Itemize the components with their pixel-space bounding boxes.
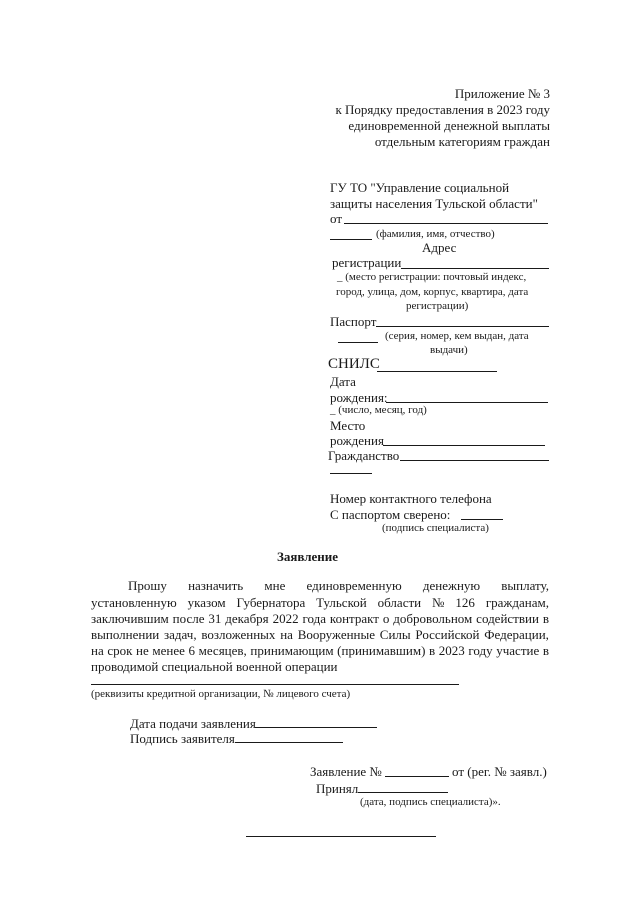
fio-prefix-line <box>330 239 372 240</box>
fio-input-line[interactable] <box>344 223 548 224</box>
citizenship-extra-line[interactable] <box>330 473 372 474</box>
passport-hint-1: (серия, номер, кем выдан, дата <box>385 330 529 342</box>
birth-date-label-1: Дата <box>330 374 356 389</box>
birth-date-hint: _ (число, месяц, год) <box>330 404 427 416</box>
passport-prefix-line <box>338 342 378 343</box>
from-label: от <box>330 211 343 226</box>
birth-place-label-2: рождения <box>330 433 384 448</box>
birth-date-input-line[interactable] <box>386 402 548 403</box>
birth-place-label-1: Место <box>330 418 366 433</box>
citizenship-input-line[interactable] <box>400 460 549 461</box>
appendix-line-1: Приложение № 3 <box>454 86 550 101</box>
snils-input-line[interactable] <box>377 371 497 372</box>
passport-checked-label: С паспортом сверено: <box>330 507 451 522</box>
application-number-input-line[interactable] <box>385 776 449 777</box>
bank-details-hint: (реквизиты кредитной организации, № лицевого счета) <box>91 688 351 700</box>
bottom-separator <box>246 836 436 837</box>
body-line-2: установленную указом Губернатора Тульской области № 126 гражданам, <box>91 595 549 610</box>
birth-place-input-line[interactable] <box>383 445 545 446</box>
body-line-5: на срок не менее 6 месяцев, принимающим (принимавшим) в 2023 году участие в <box>91 643 549 658</box>
registration-hint-2: город, улица, дом, корпус, квартира, дата <box>336 286 529 298</box>
appendix-line-3: единовременной денежной выплаты <box>348 118 550 133</box>
registration-input-line[interactable] <box>401 268 549 269</box>
body-line-1: Прошу назначить мне единовременную денежную выплату, <box>128 578 549 593</box>
registration-hint-3: регистрации) <box>406 300 469 312</box>
registration-hint-1: _ (место регистрации: почтовый индекс, <box>337 271 527 283</box>
submission-date-label: Дата подачи заявления <box>130 716 256 731</box>
phone-label: Номер контактного телефона <box>330 491 492 506</box>
submission-date-input-line[interactable] <box>255 727 377 728</box>
document-title: Заявление <box>277 549 339 564</box>
fio-hint: (фамилия, имя, отчество) <box>376 228 495 240</box>
applicant-sign-label: Подпись заявителя <box>130 731 235 746</box>
appendix-block <box>300 86 550 150</box>
application-number-label: Заявление № <box>310 764 382 779</box>
applicant-sign-input-line[interactable] <box>235 742 343 743</box>
specialist-sign-hint: (подпись специалиста) <box>382 522 489 534</box>
body-line-4: выполнении задач, возложенных на Вооруженные Силы Российской Федерации, <box>91 627 549 642</box>
accepted-hint: (дата, подпись специалиста)». <box>360 796 501 808</box>
passport-hint-2: выдачи) <box>430 344 468 356</box>
body-line-3: заключившим после 31 декабря 2022 года контракт о добровольном содействии в <box>91 611 549 626</box>
appendix-line-4: отдельным категориям граждан <box>374 134 550 149</box>
passport-input-line[interactable] <box>376 326 549 327</box>
passport-checked-input-line[interactable] <box>461 519 503 520</box>
snils-label: СНИЛС <box>328 356 380 372</box>
body-line-6: проводимой специальной военной операции <box>91 659 338 674</box>
addressee-line-2: защиты населения Тульской области" <box>330 196 538 211</box>
accepted-label: Принял <box>316 781 359 796</box>
appendix-line-2: к Порядку предоставления в 2023 году <box>335 102 550 117</box>
address-title: Адрес <box>422 240 457 255</box>
accepted-input-line[interactable] <box>358 792 448 793</box>
registration-label: регистрации <box>332 255 402 270</box>
bank-details-input-line[interactable] <box>91 684 459 685</box>
birth-date-label-2: рождения: <box>330 390 388 405</box>
addressee-line-1: ГУ ТО "Управление социальной <box>330 180 510 195</box>
registration-number-label: от (рег. № заявл.) <box>452 764 547 779</box>
passport-label: Паспорт <box>330 314 377 329</box>
citizenship-label: Гражданство <box>328 448 400 463</box>
